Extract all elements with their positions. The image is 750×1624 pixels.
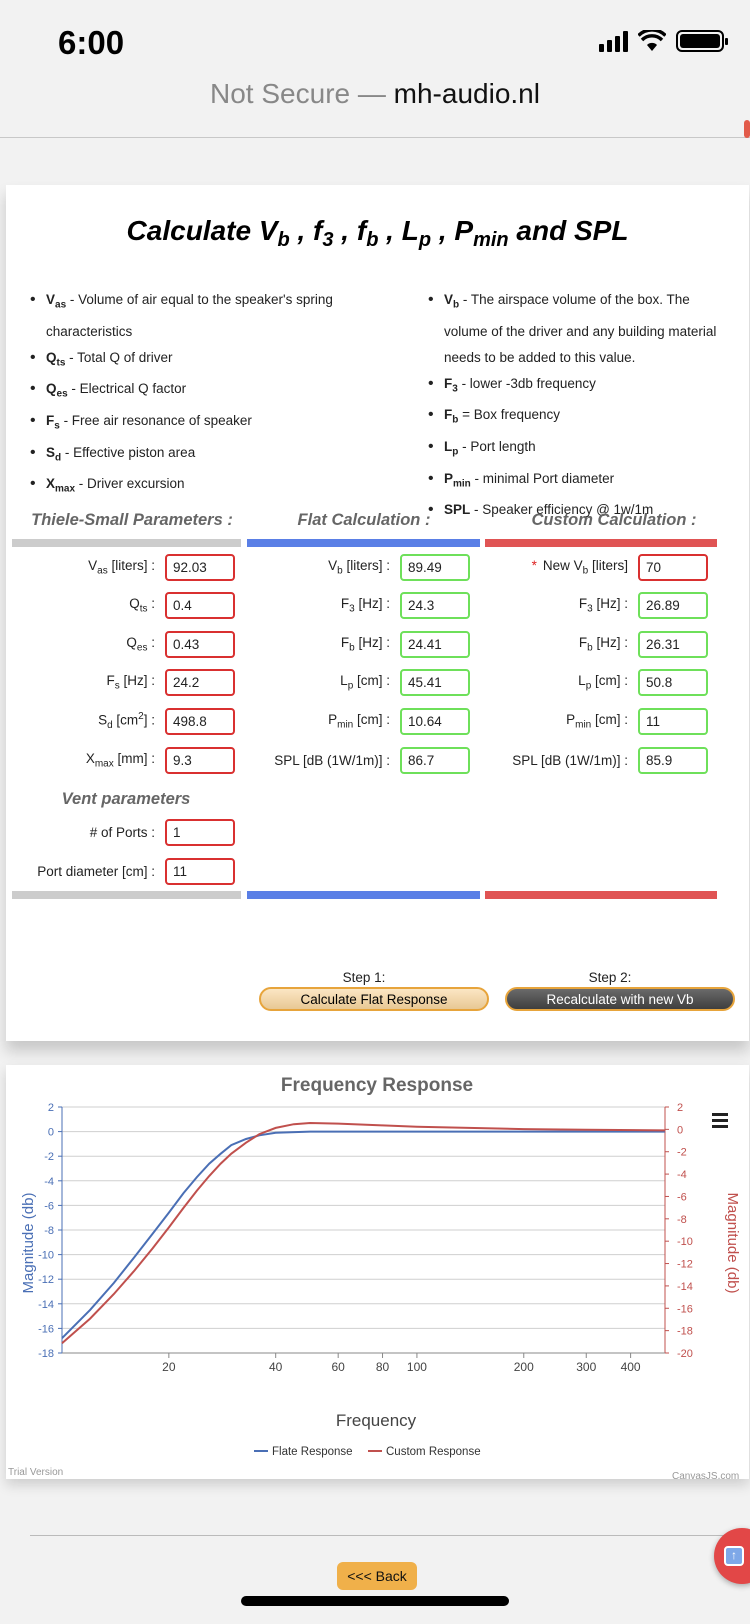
flat-result-label: $P_{min}$ [cm] : — [328, 712, 390, 731]
right-tick-label: -18 — [677, 1325, 693, 1338]
ts-param-row — [6, 707, 235, 735]
ports-row — [6, 818, 235, 846]
right-axis-title: Magnitude (db) — [724, 1192, 741, 1294]
battery-icon — [676, 30, 724, 52]
x-tick-label: 60 — [331, 1360, 345, 1374]
flat-result-label: SPL [dB (1W/1m)] : — [274, 752, 390, 768]
legend-custom-label: Custom Response — [386, 1446, 481, 1458]
status-icons — [599, 30, 724, 52]
wifi-icon — [638, 30, 666, 52]
right-tick-label: -16 — [677, 1303, 693, 1316]
chart-title: Frequency Response — [280, 1075, 474, 1096]
custom-result-input[interactable]: 26.89 — [638, 592, 708, 619]
parameter-definitions-left — [30, 287, 390, 503]
step2-label: Step 2: — [588, 970, 632, 985]
ts-param-label: $X_{max}$ [mm] : — [85, 750, 155, 770]
flat-result-input[interactable]: 86.7 — [400, 747, 470, 774]
custom-calc-heading: Custom Calculation : — [531, 511, 697, 529]
definition-item: • $X_{max}$ - Driver excursion — [30, 471, 390, 503]
flat-result-input[interactable]: 24.3 — [400, 592, 470, 619]
status-time: 6:00 — [58, 24, 125, 61]
chart-menu-icon[interactable] — [712, 1113, 728, 1131]
calculator-card — [6, 185, 749, 1041]
calculator-title: Calculate $V_b$ , $f_3$ , $f_b$ , $L_p$ , $P_{min}$ and SPL — [126, 215, 629, 251]
ts-param-row — [6, 669, 235, 697]
home-indicator — [241, 1596, 509, 1606]
left-tick-label: -10 — [38, 1249, 54, 1262]
definition-item: • $S_d$ - Effective piston area — [30, 440, 390, 472]
port-diameter-row — [6, 857, 235, 885]
ts-param-input[interactable]: 9.3 — [165, 747, 235, 774]
address-bar[interactable] — [0, 78, 750, 110]
ts-param-label: $Q_{es}$ : — [126, 634, 155, 654]
left-axis-title: Magnitude (db) — [20, 1192, 37, 1294]
right-tick-label: -2 — [677, 1146, 687, 1159]
right-tick-label: -6 — [677, 1191, 687, 1204]
definition-item: • $F_b$ = Box frequency — [428, 402, 728, 434]
flat-result-input[interactable]: 24.41 — [400, 631, 470, 658]
ts-param-row — [6, 630, 235, 658]
flat-result-row — [246, 707, 470, 735]
left-tick-label: -8 — [44, 1225, 54, 1237]
x-tick-label: 400 — [620, 1360, 641, 1374]
flat-result-input[interactable]: 10.64 — [400, 708, 470, 735]
ts-param-row — [6, 553, 235, 581]
right-tick-label: -12 — [677, 1258, 693, 1271]
canvasjs-credit-link[interactable]: CanvasJS.com — [672, 1471, 740, 1482]
right-tick-label: -4 — [677, 1169, 687, 1182]
left-tick-label: -12 — [38, 1274, 54, 1287]
ts-param-row — [6, 592, 235, 620]
x-tick-label: 200 — [513, 1360, 534, 1374]
custom-result-label: $L_p$ [cm] : — [578, 673, 628, 693]
frequency-response-chart — [6, 1065, 749, 1479]
custom-divider-bottom — [485, 891, 717, 899]
vent-params-heading: Vent parameters — [61, 790, 191, 808]
x-tick-label: 20 — [162, 1360, 176, 1374]
flat-result-row — [246, 630, 470, 658]
definition-item: • $V_{as}$ - Volume of air equal to the speaker's spring characteristics — [30, 287, 390, 345]
right-tick-label: -14 — [677, 1280, 693, 1293]
legend-flat-label: Flate Response — [272, 1446, 353, 1458]
x-tick-label: 300 — [576, 1360, 597, 1374]
flat-result-row — [246, 669, 470, 697]
flat-response-line — [62, 1132, 665, 1339]
definition-item: • $Q_{ts}$ - Total Q of driver — [30, 345, 390, 377]
flat-result-label: $V_b$ [liters] : — [328, 557, 390, 577]
ts-param-label: $S_d$ $[cm^2]$ : — [98, 711, 155, 732]
ts-param-label: $Q_{ts}$ : — [129, 596, 155, 615]
left-tick-label: 2 — [47, 1102, 54, 1114]
ts-divider-bottom — [12, 891, 241, 899]
x-tick-label: 100 — [406, 1360, 427, 1374]
custom-result-row — [484, 746, 708, 774]
right-tick-label: 2 — [677, 1102, 684, 1114]
ts-param-input[interactable]: 0.4 — [165, 592, 235, 619]
definition-item: • $P_{min}$ - minimal Port diameter — [428, 466, 728, 498]
custom-result-input[interactable]: 11 — [638, 708, 708, 735]
arrow-up-icon: ↑ — [724, 1546, 744, 1566]
back-button[interactable]: <<< Back — [337, 1562, 417, 1590]
custom-result-label: * New $V_b$ [liters] — [531, 557, 628, 577]
flat-calc-heading: Flat Calculation : — [297, 511, 431, 529]
x-axis-title: Frequency — [335, 1411, 417, 1430]
flat-result-input[interactable]: 45.41 — [400, 669, 470, 696]
chart-legend — [254, 1446, 481, 1458]
flat-result-row — [246, 592, 470, 620]
trial-version-label: Trial Version — [8, 1467, 64, 1478]
custom-result-row — [484, 630, 708, 658]
custom-result-label: $P_{min}$ [cm] : — [566, 712, 628, 731]
ts-param-label: $V_{as}$ [liters] : — [88, 557, 155, 577]
left-tick-label: -18 — [38, 1348, 54, 1360]
scroll-to-top-button[interactable] — [714, 1528, 750, 1584]
right-tick-label: 0 — [677, 1124, 684, 1137]
right-tick-label: -8 — [677, 1213, 687, 1226]
left-tick-label: -16 — [38, 1323, 54, 1336]
left-tick-label: -6 — [44, 1200, 54, 1213]
security-label: Not Secure — — [210, 78, 386, 109]
custom-result-input[interactable]: 70 — [638, 554, 708, 581]
custom-result-input[interactable]: 50.8 — [638, 669, 708, 696]
custom-result-row — [484, 592, 708, 620]
port-diameter-input[interactable]: 11 — [165, 858, 235, 885]
url-host: mh-audio.nl — [393, 78, 540, 109]
flat-result-label: $F_b$ [Hz] : — [340, 634, 390, 654]
custom-result-row — [484, 669, 708, 697]
required-marker: * — [531, 557, 537, 573]
ts-param-input[interactable]: 498.8 — [165, 708, 235, 735]
parameter-definitions-right — [428, 287, 728, 529]
right-tick-label: -10 — [677, 1236, 693, 1249]
x-tick-label: 40 — [269, 1360, 283, 1374]
flat-divider-bottom — [247, 891, 480, 899]
definition-item: • SPL - Speaker efficiency @ 1w/1m — [428, 497, 728, 529]
left-tick-label: -14 — [38, 1298, 54, 1311]
flat-divider-top — [247, 539, 480, 547]
port-diameter-label: Port diameter [cm] : — [37, 863, 155, 879]
ts-params-heading: Thiele-Small Parameters : — [31, 511, 233, 529]
right-tick-label: -20 — [677, 1348, 693, 1360]
custom-result-row — [484, 553, 708, 581]
browser-top-bar — [0, 0, 750, 138]
definition-item: • $Q_{es}$ - Electrical Q factor — [30, 376, 390, 408]
edge-indicator — [744, 120, 750, 138]
definition-item: • $F_3$ - lower -3db frequency — [428, 371, 728, 403]
definition-item: • $L_p$ - Port length — [428, 434, 728, 466]
chart-axes — [38, 1102, 693, 1374]
custom-divider-top — [485, 539, 717, 547]
step1-label: Step 1: — [342, 970, 386, 985]
ts-param-input[interactable]: 92.03 — [165, 554, 235, 581]
ts-param-row — [6, 746, 235, 774]
flat-result-label: $F_3$ [Hz] : — [340, 596, 390, 615]
ports-label: # of Ports : — [89, 824, 155, 840]
custom-result-row — [484, 707, 708, 735]
calculate-flat-button[interactable]: Calculate Flat Response — [259, 987, 489, 1011]
x-tick-label: 80 — [375, 1360, 390, 1374]
custom-result-input[interactable]: 85.9 — [638, 747, 708, 774]
ts-divider-top — [12, 539, 241, 547]
left-tick-label: -4 — [44, 1175, 54, 1188]
left-tick-label: 0 — [47, 1126, 54, 1139]
ts-param-label: $F_s$ [Hz] : — [106, 673, 155, 693]
footer-divider — [30, 1535, 750, 1536]
cellular-signal-icon — [599, 30, 628, 52]
ts-param-input[interactable]: 0.43 — [165, 631, 235, 658]
left-tick-label: -2 — [44, 1151, 54, 1164]
chart-card — [6, 1065, 749, 1479]
flat-result-input[interactable]: 89.49 — [400, 554, 470, 581]
ts-param-input[interactable]: 24.2 — [165, 669, 235, 696]
flat-result-label: $L_p$ [cm] : — [340, 673, 390, 693]
definition-item: • $F_s$ - Free air resonance of speaker — [30, 408, 390, 440]
custom-result-label: $F_b$ [Hz] : — [578, 634, 628, 654]
recalculate-button[interactable]: Recalculate with new Vb — [505, 987, 735, 1011]
ports-input[interactable]: 1 — [165, 819, 235, 846]
flat-result-row — [246, 553, 470, 581]
custom-result-label: SPL [dB (1W/1m)] : — [512, 752, 628, 768]
custom-result-input[interactable]: 26.31 — [638, 631, 708, 658]
custom-result-label: $F_3$ [Hz] : — [578, 596, 628, 615]
chart-grid — [62, 1107, 665, 1353]
flat-result-row — [246, 746, 470, 774]
definition-item: • $V_b$ - The airspace volume of the box. The volume of the driver and any building material needs to be added to this value. — [428, 287, 728, 371]
